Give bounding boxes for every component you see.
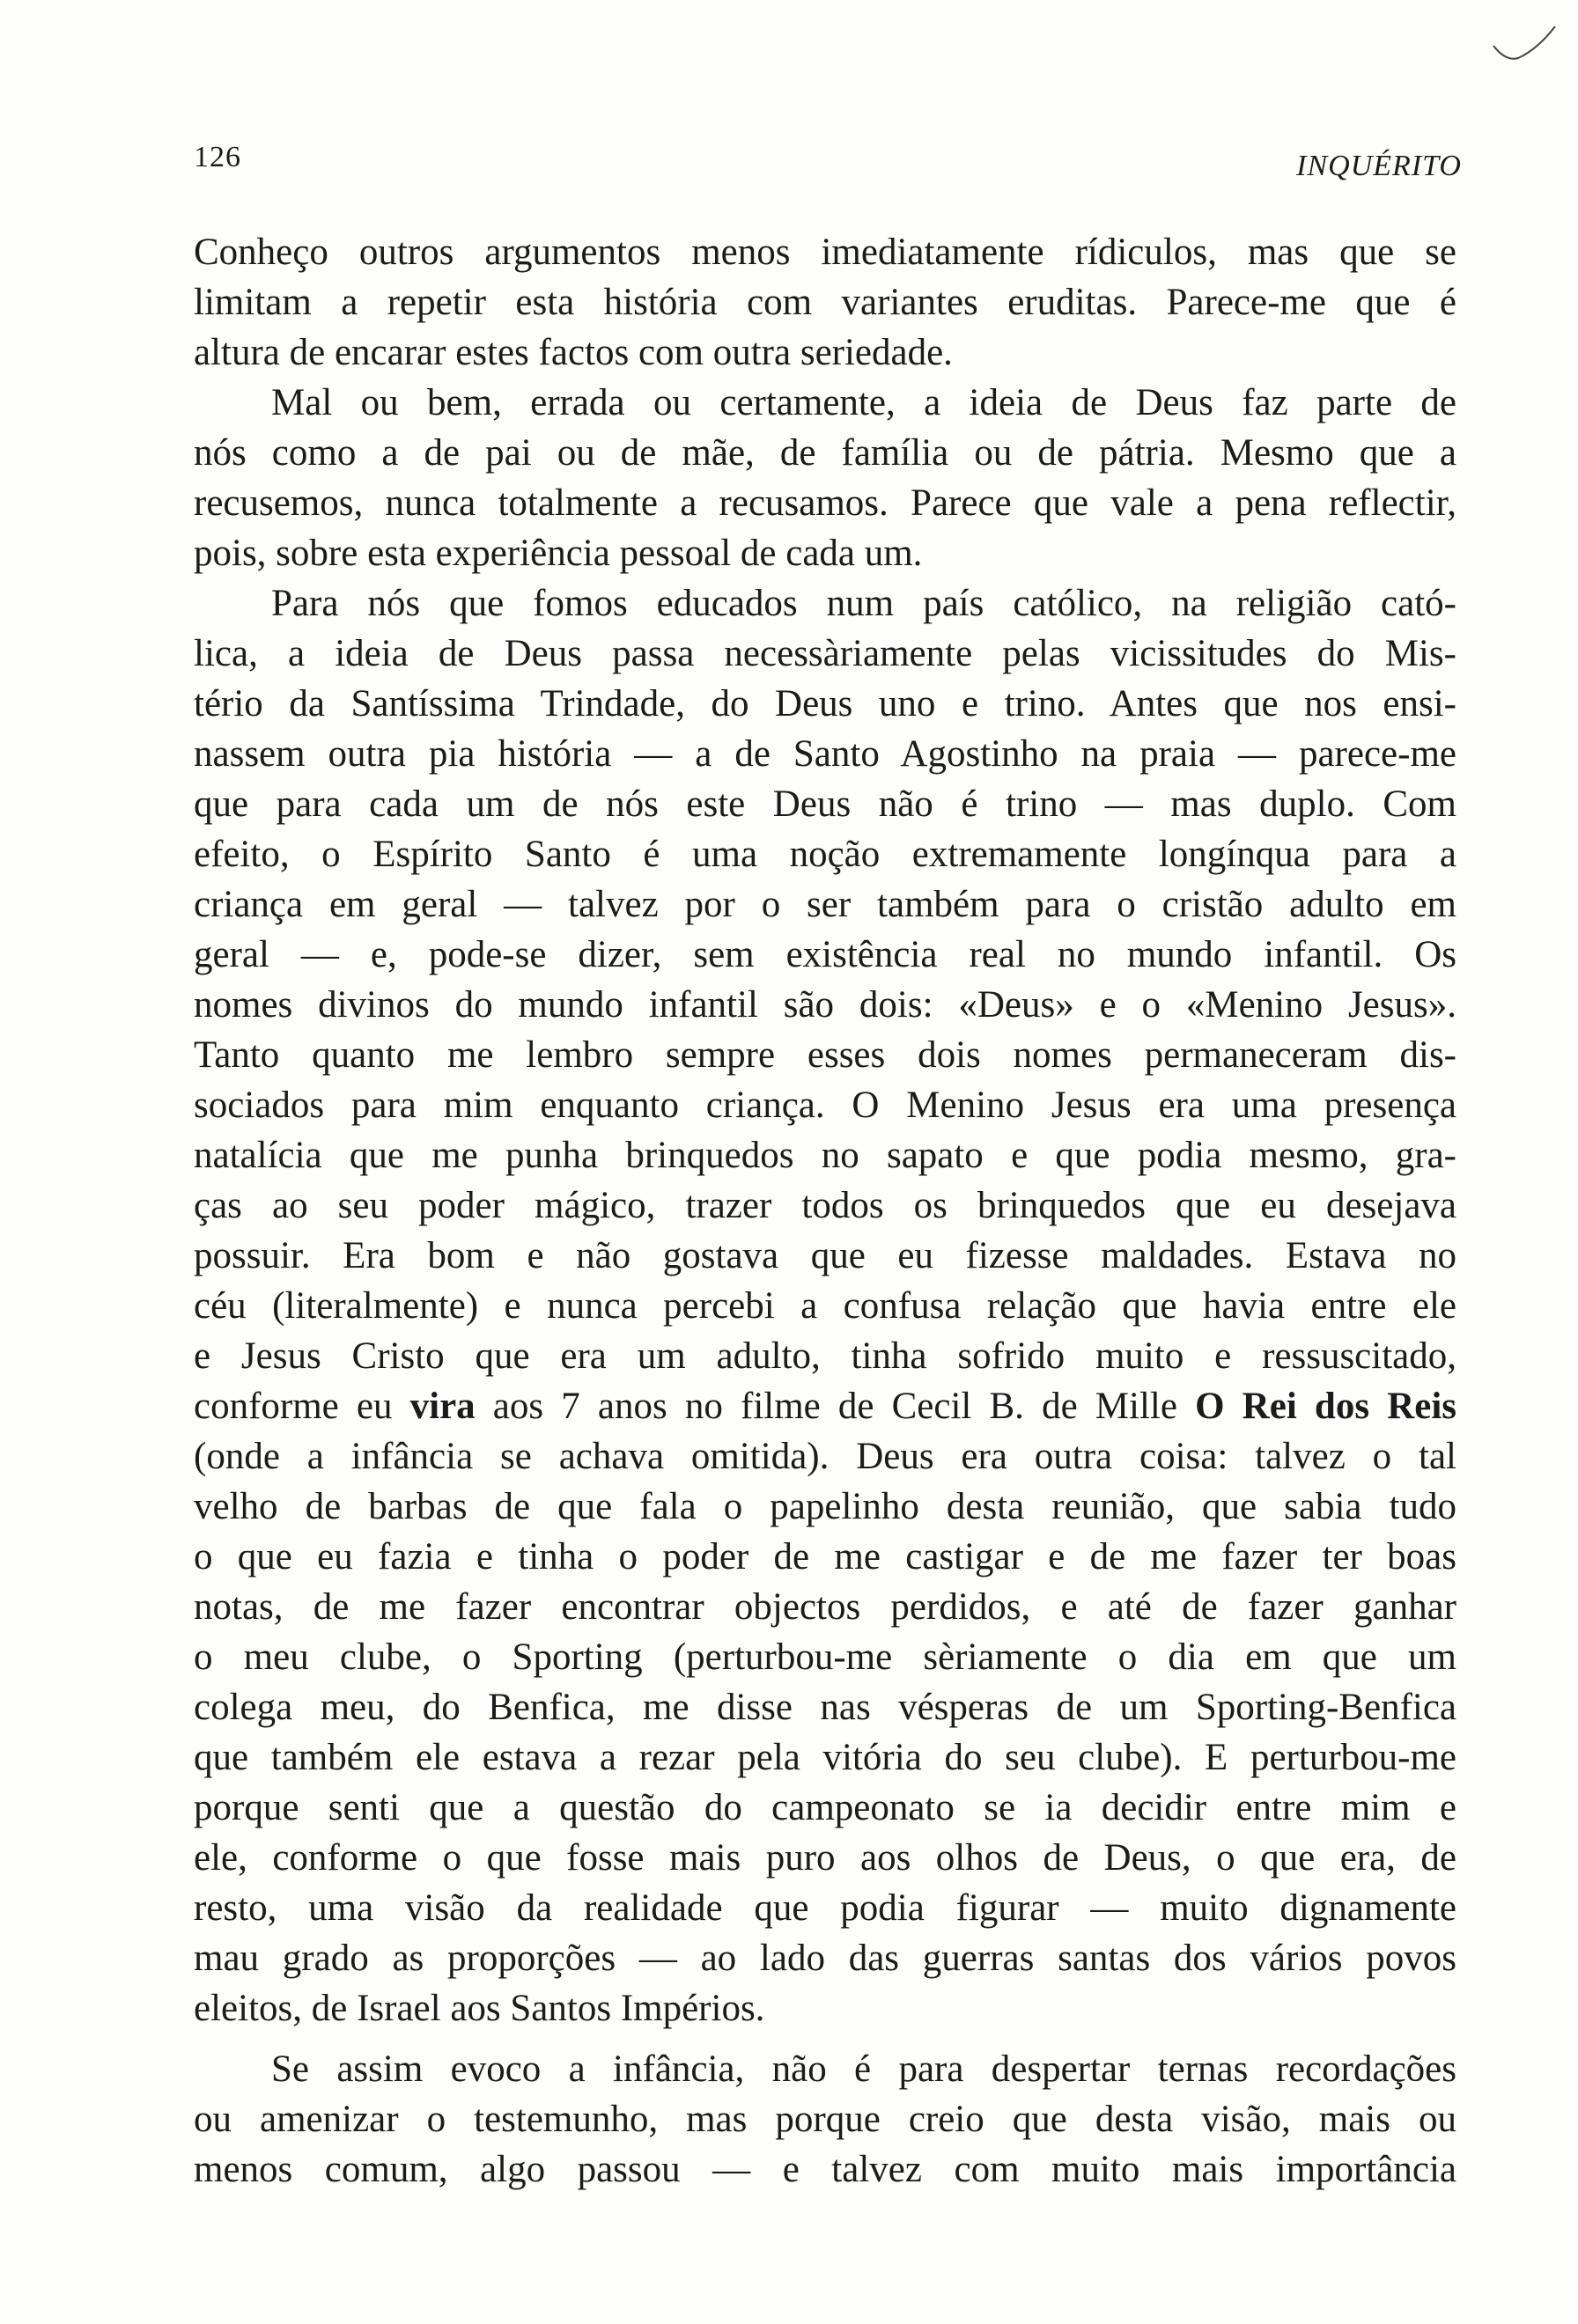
- page-number: 126: [194, 141, 241, 173]
- paragraph: [194, 227, 1456, 378]
- text-line: o que eu fazia e tinha o poder de me castigar e de me fazer ter boas: [194, 1536, 1456, 1578]
- text-line: nomes divinos do mundo infantil são dois: «Deus» e o «Menino Jesus».: [194, 984, 1456, 1026]
- text-line: lica, a ideia de Deus passa necessàriamente pelas vicissitudes do Mis-: [194, 633, 1456, 674]
- text-line: Para nós que fomos educados num país católico, na religião cató-: [271, 583, 1456, 624]
- text-line-with-bold: [194, 1381, 1456, 1431]
- text-line: limitam a repetir esta história com variantes eruditas. Parece-me que é: [194, 282, 1456, 323]
- paragraph: [194, 2044, 1456, 2195]
- text-line: velho de barbas de que fala o papelinho desta reunião, que sabia tudo: [194, 1486, 1456, 1527]
- text-line: recusemos, nunca totalmente a recusamos. Parece que vale a pena reflectir,: [194, 482, 1456, 524]
- text-line: ças ao seu poder mágico, trazer todos os brinquedos que eu desejava: [194, 1185, 1456, 1226]
- running-title: INQUÉRITO: [1296, 150, 1462, 182]
- text-line: notas, de me fazer encontrar objectos perdidos, e até de fazer ganhar: [194, 1586, 1456, 1628]
- text-line: nassem outra pia história — a de Santo Agostinho na praia — parece-me: [194, 733, 1456, 775]
- text-line: céu (literalmente) e nunca percebi a confusa relação que havia entre ele: [194, 1285, 1456, 1327]
- text-line: pois, sobre esta experiência pessoal de cada um.: [194, 533, 923, 574]
- paragraph: [194, 378, 1456, 578]
- text-line: geral — e, pode-se dizer, sem existência real no mundo infantil. Os: [194, 934, 1456, 975]
- bold-film-title: O Rei dos Reis: [1195, 1386, 1457, 1427]
- text-line: menos comum, algo passou — e talvez com muito mais importância: [194, 2149, 1456, 2190]
- text-line: resto, uma visão da realidade que podia figurar — muito dignamente: [194, 1887, 1456, 1929]
- bold-word: vira: [409, 1386, 476, 1427]
- text-line: mau grado as proporções — ao lado das guerras santas dos vários povos: [194, 1938, 1456, 1979]
- text-line: ou amenizar o testemunho, mas porque creio que desta visão, mais ou: [194, 2099, 1456, 2140]
- text-line: eleitos, de Israel aos Santos Impérios.: [194, 1988, 765, 2029]
- text-line: natalícia que me punha brinquedos no sapato e que podia mesmo, gra-: [194, 1135, 1456, 1176]
- text-line: sociados para mim enquanto criança. O Menino Jesus era uma presença: [194, 1085, 1456, 1126]
- text-line: Se assim evoco a infância, não é para despertar ternas recordações: [271, 2048, 1456, 2090]
- text-line: Mal ou bem, errada ou certamente, a ideia de Deus faz parte de: [271, 382, 1456, 423]
- text-line: altura de encarar estes factos com outra seriedade.: [194, 332, 953, 373]
- paragraph-gap: [194, 2034, 1456, 2044]
- text-line: Conheço outros argumentos menos imediatamente rídiculos, mas que se: [194, 232, 1456, 273]
- body-text: [194, 227, 1456, 2195]
- text-line: efeito, o Espírito Santo é uma noção extremamente longínqua para a: [194, 834, 1456, 875]
- text-line: possuir. Era bom e não gostava que eu fizesse maldades. Estava no: [194, 1235, 1456, 1276]
- text-segment: aos 7 anos no filme de Cecil B. de Mille: [475, 1386, 1196, 1427]
- text-line: (onde a infância se achava omitida). Deus era outra coisa: talvez o tal: [194, 1436, 1456, 1477]
- text-line: porque senti que a questão do campeonato se ia decidir entre mim e: [194, 1787, 1456, 1828]
- text-line: tério da Santíssima Trindade, do Deus uno e trino. Antes que nos ensi-: [194, 683, 1456, 724]
- text-line: que também ele estava a rezar pela vitória do seu clube). E perturbou-me: [194, 1737, 1456, 1778]
- text-line: o meu clube, o Sporting (perturbou-me sèriamente o dia em que um: [194, 1636, 1456, 1678]
- text-line: e Jesus Cristo que era um adulto, tinha sofrido muito e ressuscitado,: [194, 1335, 1456, 1377]
- text-line: Tanto quanto me lembro sempre esses dois nomes permaneceram dis-: [194, 1034, 1456, 1076]
- paragraph: [194, 578, 1456, 2034]
- text-line: criança em geral — talvez por o ser também para o cristão adulto em: [194, 884, 1456, 925]
- text-segment: conforme eu: [194, 1386, 410, 1427]
- text-line: nós como a de pai ou de mãe, de família ou de pátria. Mesmo que a: [194, 432, 1456, 474]
- text-line: que para cada um de nós este Deus não é trino — mas duplo. Com: [194, 783, 1456, 825]
- pencil-check-mark: [1488, 19, 1559, 72]
- text-line: ele, conforme o que fosse mais puro aos olhos de Deus, o que era, de: [194, 1837, 1456, 1879]
- text-line: colega meu, do Benfica, me disse nas vésperas de um Sporting-Benfica: [194, 1687, 1456, 1728]
